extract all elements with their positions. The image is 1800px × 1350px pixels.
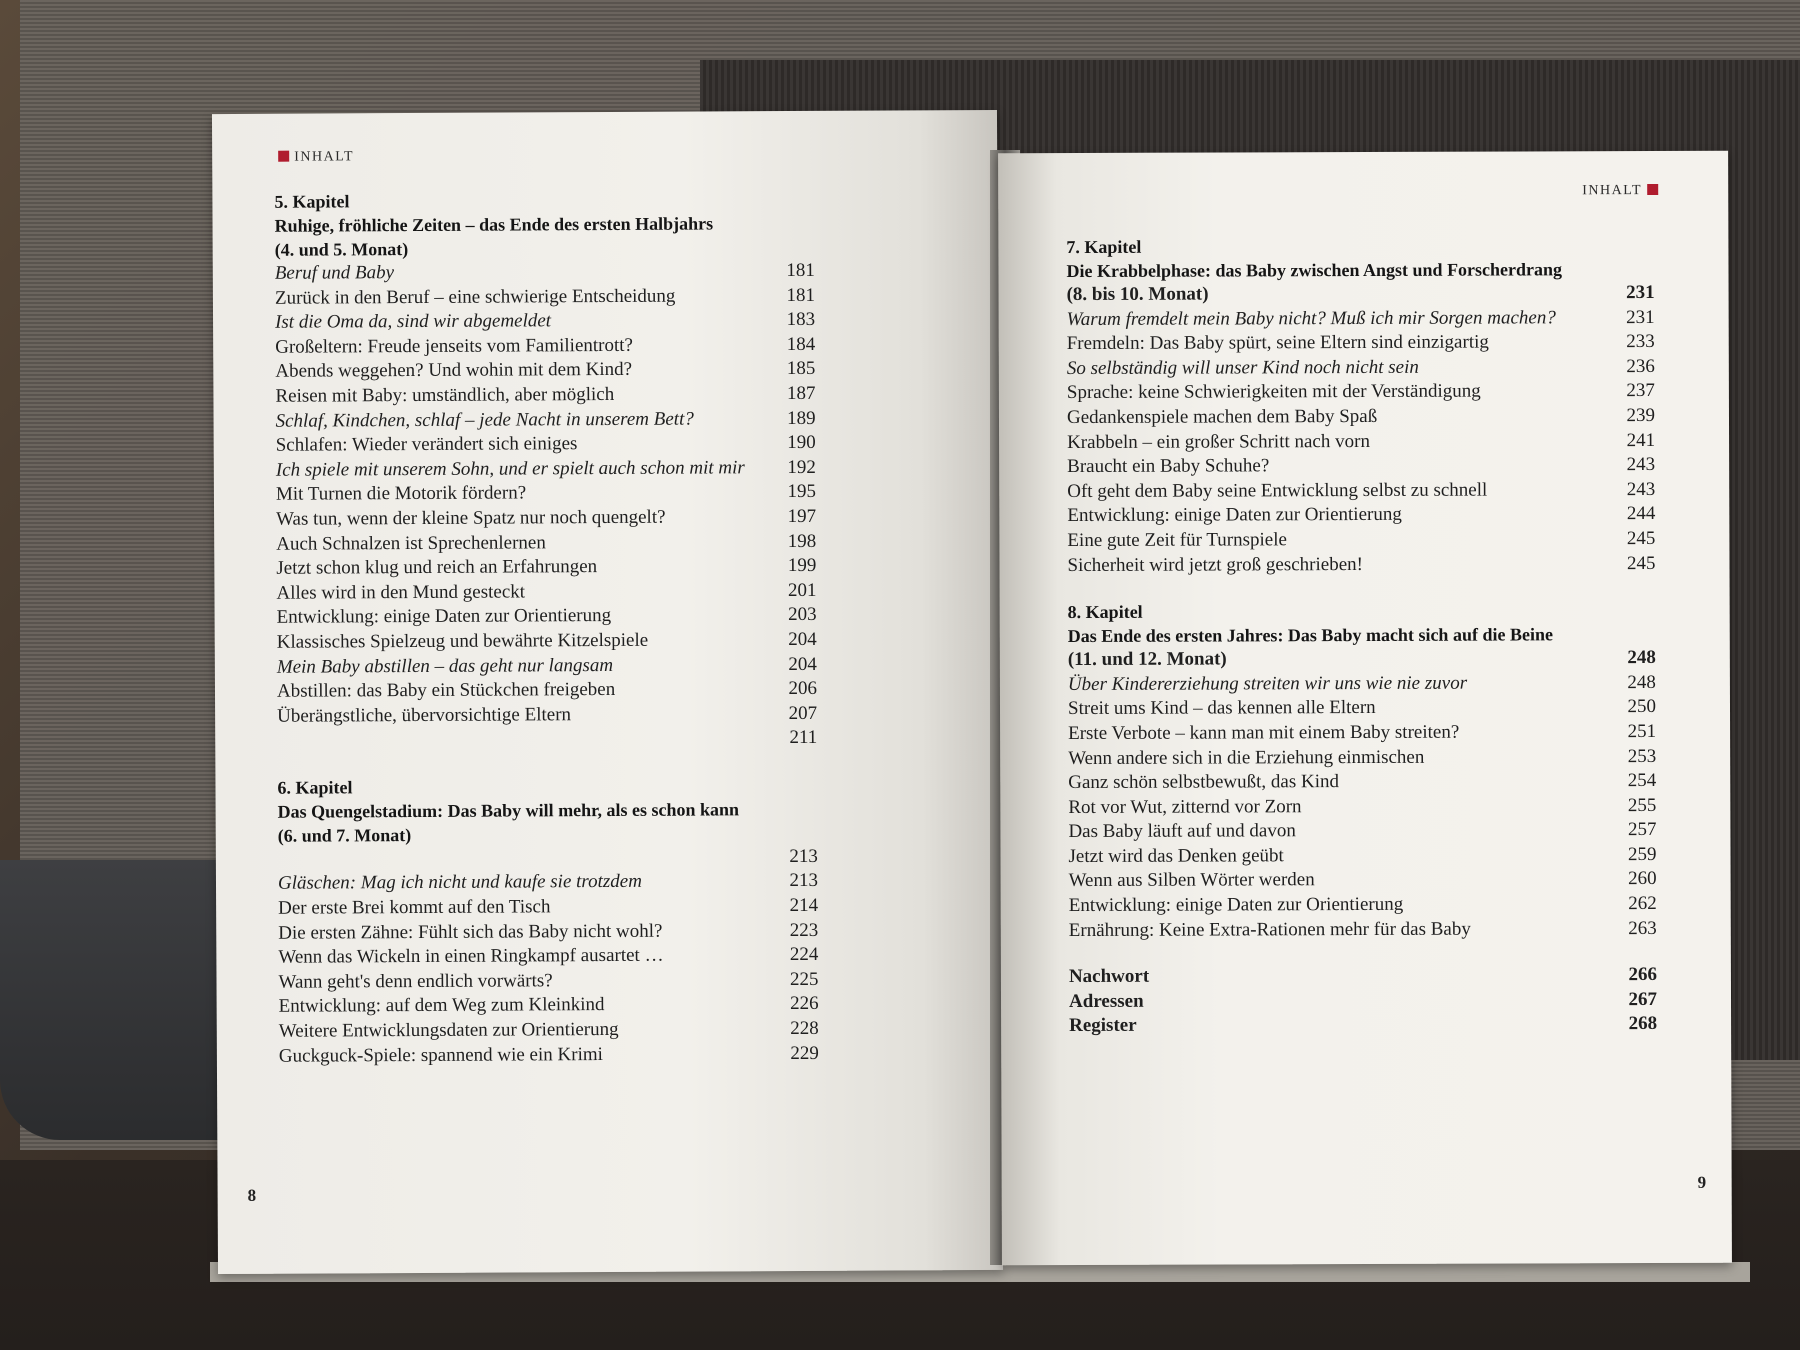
page-ref: 253 [1627, 745, 1657, 767]
toc-entry [275, 333, 815, 360]
right-toc [1066, 233, 1657, 1039]
back-matter-entry [1069, 988, 1657, 1015]
background-chair-frame [0, 860, 230, 1140]
page-ref: 250 [1627, 696, 1657, 718]
back-matter-entry [1069, 1012, 1657, 1039]
page-ref: 199 [787, 555, 817, 577]
toc-entry [1068, 695, 1656, 722]
page-ref: 231 [1626, 306, 1655, 328]
chapter-gap [277, 751, 817, 776]
toc-entry [1067, 527, 1655, 554]
page-ref: 183 [786, 309, 816, 331]
chapter-title: Die Krabbelphase: das Baby zwischen Angst und Forscherdrang [1066, 259, 1563, 282]
toc-entry [275, 284, 815, 311]
entry-title: Warum fremdelt mein Baby nicht? Muß ich mir Sorgen machen? [1066, 306, 1556, 330]
page-ref: 233 [1626, 331, 1655, 353]
chapter-title: Das Quengelstadium: Das Baby will mehr, als es schon kann [277, 799, 740, 822]
page-ref: 266 [1628, 964, 1657, 986]
page-ref: 190 [787, 432, 816, 454]
page-ref: 195 [787, 481, 817, 503]
right-page-number: 9 [1697, 1172, 1707, 1192]
page-ref: 213 [789, 845, 818, 867]
toc-entry [1067, 379, 1655, 406]
entry-title: Mit Turnen die Motorik fördern? [275, 482, 527, 506]
page-ref: 248 [1627, 647, 1656, 669]
page-ref: 211 [789, 727, 818, 749]
entry-title: Mein Baby abstillen – das geht nur langsam [276, 654, 614, 678]
entry-title: Krabbeln – ein großer Schritt nach vorn [1067, 430, 1370, 453]
toc-entry [1069, 892, 1657, 919]
entry-title: Nachwort [1068, 966, 1150, 988]
toc-entry [1068, 818, 1656, 845]
toc-entry [276, 480, 816, 507]
entry-title: Abstillen: das Baby ein Stückchen freigeben [276, 679, 616, 702]
toc-entry [276, 554, 816, 581]
entry-title: Zurück in den Beruf – eine schwierige Entscheidung [274, 285, 676, 309]
toc-entry [277, 652, 817, 679]
entry-title: Ernährung: Keine Extra-Rationen mehr für das Baby [1068, 918, 1471, 941]
entry-title: Gedankenspiele machen dem Baby Spaß [1066, 405, 1378, 429]
page-ref: 245 [1626, 552, 1656, 574]
chapter-title: Ruhige, fröhliche Zeiten – das Ende des ersten Halbjahrs [274, 213, 714, 236]
toc-entry [276, 456, 816, 483]
entry-title: So selbständig will unser Kind noch nicht sein [1066, 356, 1419, 379]
page-ref: 259 [1627, 843, 1657, 865]
entry-title: Jetzt wird das Denken geübt [1068, 845, 1284, 867]
page-ref: 201 [787, 579, 817, 601]
red-square-icon [278, 151, 289, 162]
toc-entry [275, 357, 815, 384]
toc-entry [1067, 306, 1655, 333]
page-ref: 254 [1627, 770, 1657, 792]
entry-title: Reisen mit Baby: umständlich, aber möglich [275, 383, 615, 407]
page-ref: 224 [789, 944, 819, 966]
entry-title: Beruf und Baby [274, 262, 395, 284]
page-ref: 241 [1626, 429, 1656, 451]
entry-title: Fremdeln: Das Baby spürt, seine Eltern sind einzigartig [1066, 331, 1489, 355]
right-page [998, 151, 1732, 1266]
page-ref: 181 [786, 284, 815, 306]
toc-entry [1069, 917, 1657, 944]
entry-title: Alles wird in den Mund gesteckt [276, 581, 526, 604]
header-label: INHALT [294, 149, 355, 165]
entry-title: Weitere Entwicklungsdaten zur Orientierung [278, 1018, 619, 1042]
page-ref: 225 [789, 968, 819, 990]
entry-title: Was tun, wenn der kleine Spatz nur noch quengelt? [276, 506, 666, 530]
entry-title: Schlaf, Kindchen, schlaf – jede Nacht in unserem Bett? [275, 408, 694, 432]
entry-title: Rot vor Wut, zitternd vor Zorn [1068, 795, 1302, 818]
toc-entry [279, 1042, 819, 1069]
page-ref: 263 [1628, 917, 1657, 939]
page-ref: 198 [787, 530, 817, 552]
toc-entry [1068, 671, 1656, 698]
chapter-subtitle-row [1068, 646, 1656, 673]
toc-entry [1067, 502, 1655, 529]
entry-title: Ganz schön selbstbewußt, das Kind [1068, 771, 1340, 794]
toc-entry [1069, 867, 1657, 894]
page-ref: 213 [789, 870, 819, 892]
chapter-subtitle: (6. und 7. Monat) [277, 824, 412, 846]
page-ref: 260 [1628, 868, 1657, 890]
toc-entry [1067, 453, 1655, 480]
toc-entry [275, 382, 815, 409]
toc-entry [1067, 478, 1655, 505]
entry-title: Überängstliche, übervorsichtige Eltern [277, 703, 572, 727]
entry-title: Abends weggehen? Und wohin mit dem Kind? [275, 359, 633, 383]
page-ref: 189 [787, 407, 816, 429]
page-ref: 244 [1626, 503, 1656, 525]
chapter-gap [1068, 576, 1656, 600]
toc-entry [278, 968, 818, 995]
page-ref: 197 [787, 505, 817, 527]
page-ref: 231 [1626, 281, 1655, 304]
entry-title: Eine gute Zeit für Turnspiele [1067, 529, 1287, 551]
page-ref: 184 [786, 333, 816, 355]
page-ref: 203 [788, 604, 817, 626]
entry-title: Wenn das Wickeln in einen Ringkampf ausartet … [278, 944, 664, 968]
toc-entry [276, 406, 816, 433]
toc-entry [1067, 552, 1655, 579]
page-ref: 185 [786, 358, 816, 380]
entry-title: Großeltern: Freude jenseits vom Familientrott? [275, 334, 634, 358]
page-ref: 226 [790, 993, 819, 1015]
page-ref: 248 [1627, 671, 1656, 693]
page-ref: 206 [788, 677, 818, 700]
toc-entry [278, 943, 818, 970]
page-ref: 257 [1627, 819, 1657, 841]
toc-entry [276, 431, 816, 458]
toc-entry [1068, 769, 1656, 796]
entry-title: Ich spiele mit unserem Sohn, und er spielt auch schon mit mir [275, 457, 745, 481]
entry-title: Entwicklung: einige Daten zur Orientierung [276, 605, 612, 629]
toc-entry [278, 869, 818, 896]
toc-entry [277, 628, 817, 655]
entry-title: Schlafen: Wieder verändert sich einiges [275, 433, 578, 456]
left-toc [274, 187, 819, 1069]
toc-entry [277, 726, 817, 753]
chapter-gap [1069, 941, 1657, 965]
entry-title: Gläschen: Mag ich nicht und kaufe sie trotzdem [277, 871, 642, 895]
chapter-subtitle-row [1067, 281, 1655, 308]
page-ref: 192 [787, 456, 816, 478]
right-page-header [1582, 183, 1658, 199]
toc-entry [279, 992, 819, 1019]
entry-title: Wann geht's denn endlich vorwärts? [278, 970, 553, 993]
toc-entry [1067, 429, 1655, 456]
entry-title: Ist die Oma da, sind wir abgemeldet [275, 310, 552, 333]
page-ref: 181 [786, 259, 815, 282]
page-ref: 204 [788, 653, 817, 675]
toc-entry [275, 259, 815, 286]
entry-title: Auch Schnalzen ist Sprechenlernen [276, 531, 546, 555]
toc-entry [1067, 404, 1655, 431]
entry-title: Guckguck-Spiele: spannend wie ein Krimi [278, 1043, 603, 1067]
chapter-subtitle: (8. bis 10. Monat) [1066, 283, 1209, 306]
page-ref: 207 [788, 702, 818, 724]
toc-entry [275, 308, 815, 335]
chapter-label: 6. Kapitel [277, 777, 353, 798]
page-ref: 267 [1628, 988, 1658, 1010]
page-ref: 237 [1626, 380, 1655, 402]
left-page [212, 110, 1003, 1274]
toc-entry [276, 529, 816, 556]
page-ref: 255 [1627, 794, 1657, 816]
entry-title: Entwicklung: auf dem Weg zum Kleinkind [278, 994, 605, 1018]
toc-entry [1068, 843, 1656, 870]
entry-title: Klassisches Spielzeug und bewährte Kitzelspiele [276, 629, 649, 653]
entry-title: Entwicklung: einige Daten zur Orientierung [1067, 504, 1402, 527]
entry-title: Das Baby läuft auf und davon [1068, 820, 1296, 843]
toc-entry [1067, 330, 1655, 357]
entry-title: Sprache: keine Schwierigkeiten mit der Verständigung [1066, 380, 1481, 404]
entry-title: Entwicklung: einige Daten zur Orientierung [1068, 893, 1404, 917]
toc-entry [1067, 355, 1655, 382]
left-page-header [278, 149, 354, 165]
page-ref: 243 [1626, 454, 1656, 476]
chapter-label: 8. Kapitel [1067, 601, 1143, 623]
page-ref: 204 [788, 628, 817, 650]
entry-title: Oft geht dem Baby seine Entwicklung selbst zu schnell [1067, 479, 1488, 502]
back-matter-entry [1069, 963, 1657, 990]
toc-entry [277, 677, 817, 704]
page-ref: 228 [790, 1017, 819, 1040]
page-ref: 236 [1626, 355, 1655, 377]
entry-title: Braucht ein Baby Schuhe? [1067, 455, 1270, 478]
chapter-subtitle: (11. und 12. Monat) [1067, 648, 1227, 671]
toc-entry [276, 579, 816, 606]
entry-title: Der erste Brei kommt auf den Tisch [278, 896, 551, 919]
entry-title: Erste Verbote – kann man mit einem Baby streiten? [1068, 721, 1460, 744]
toc-entry [278, 919, 818, 946]
page-ref: 214 [789, 894, 819, 917]
page-ref: 229 [790, 1042, 819, 1064]
left-page-number: 8 [247, 1185, 257, 1205]
toc-entry [1068, 794, 1656, 821]
entry-title: Wenn andere sich in die Erziehung einmischen [1068, 746, 1425, 769]
page-ref: 262 [1628, 893, 1657, 915]
page-ref: 187 [786, 382, 816, 405]
entry-title: Über Kindererziehung streiten wir uns wie nie zuvor [1067, 672, 1468, 695]
page-ref: 245 [1626, 527, 1656, 550]
chapter-label: 7. Kapitel [1066, 236, 1142, 258]
entry-title: Register [1069, 1015, 1137, 1037]
page-ref: 239 [1626, 404, 1656, 427]
toc-entry [1068, 720, 1656, 747]
toc-entry [276, 505, 816, 532]
entry-title: Die ersten Zähne: Fühlt sich das Baby nicht wohl? [278, 920, 663, 944]
red-square-icon [1647, 184, 1658, 195]
toc-entry [277, 702, 817, 729]
chapter-label: 5. Kapitel [274, 191, 350, 212]
toc-entry [278, 894, 818, 921]
chapter-title: Das Ende des ersten Jahres: Das Baby macht sich auf die Beine [1067, 624, 1553, 647]
toc-entry [277, 603, 817, 630]
entry-title: Sicherheit wird jetzt groß geschrieben! [1067, 553, 1363, 576]
entry-title: Adressen [1068, 990, 1144, 1012]
page-ref: 223 [789, 919, 819, 941]
toc-entry [279, 1017, 819, 1044]
page-ref: 251 [1627, 720, 1657, 742]
toc-entry [1068, 744, 1656, 771]
page-ref: 243 [1626, 478, 1656, 500]
toc-entry [278, 845, 818, 872]
entry-title: Jetzt schon klug und reich an Erfahrungen [276, 556, 598, 579]
entry-title: Wenn aus Silben Wörter werden [1068, 869, 1315, 892]
page-ref: 268 [1628, 1013, 1658, 1035]
chapter-subtitle: (4. und 5. Monat) [274, 239, 409, 260]
entry-title: Streit ums Kind – das kennen alle Eltern [1067, 697, 1376, 720]
header-label: INHALT [1582, 183, 1642, 199]
